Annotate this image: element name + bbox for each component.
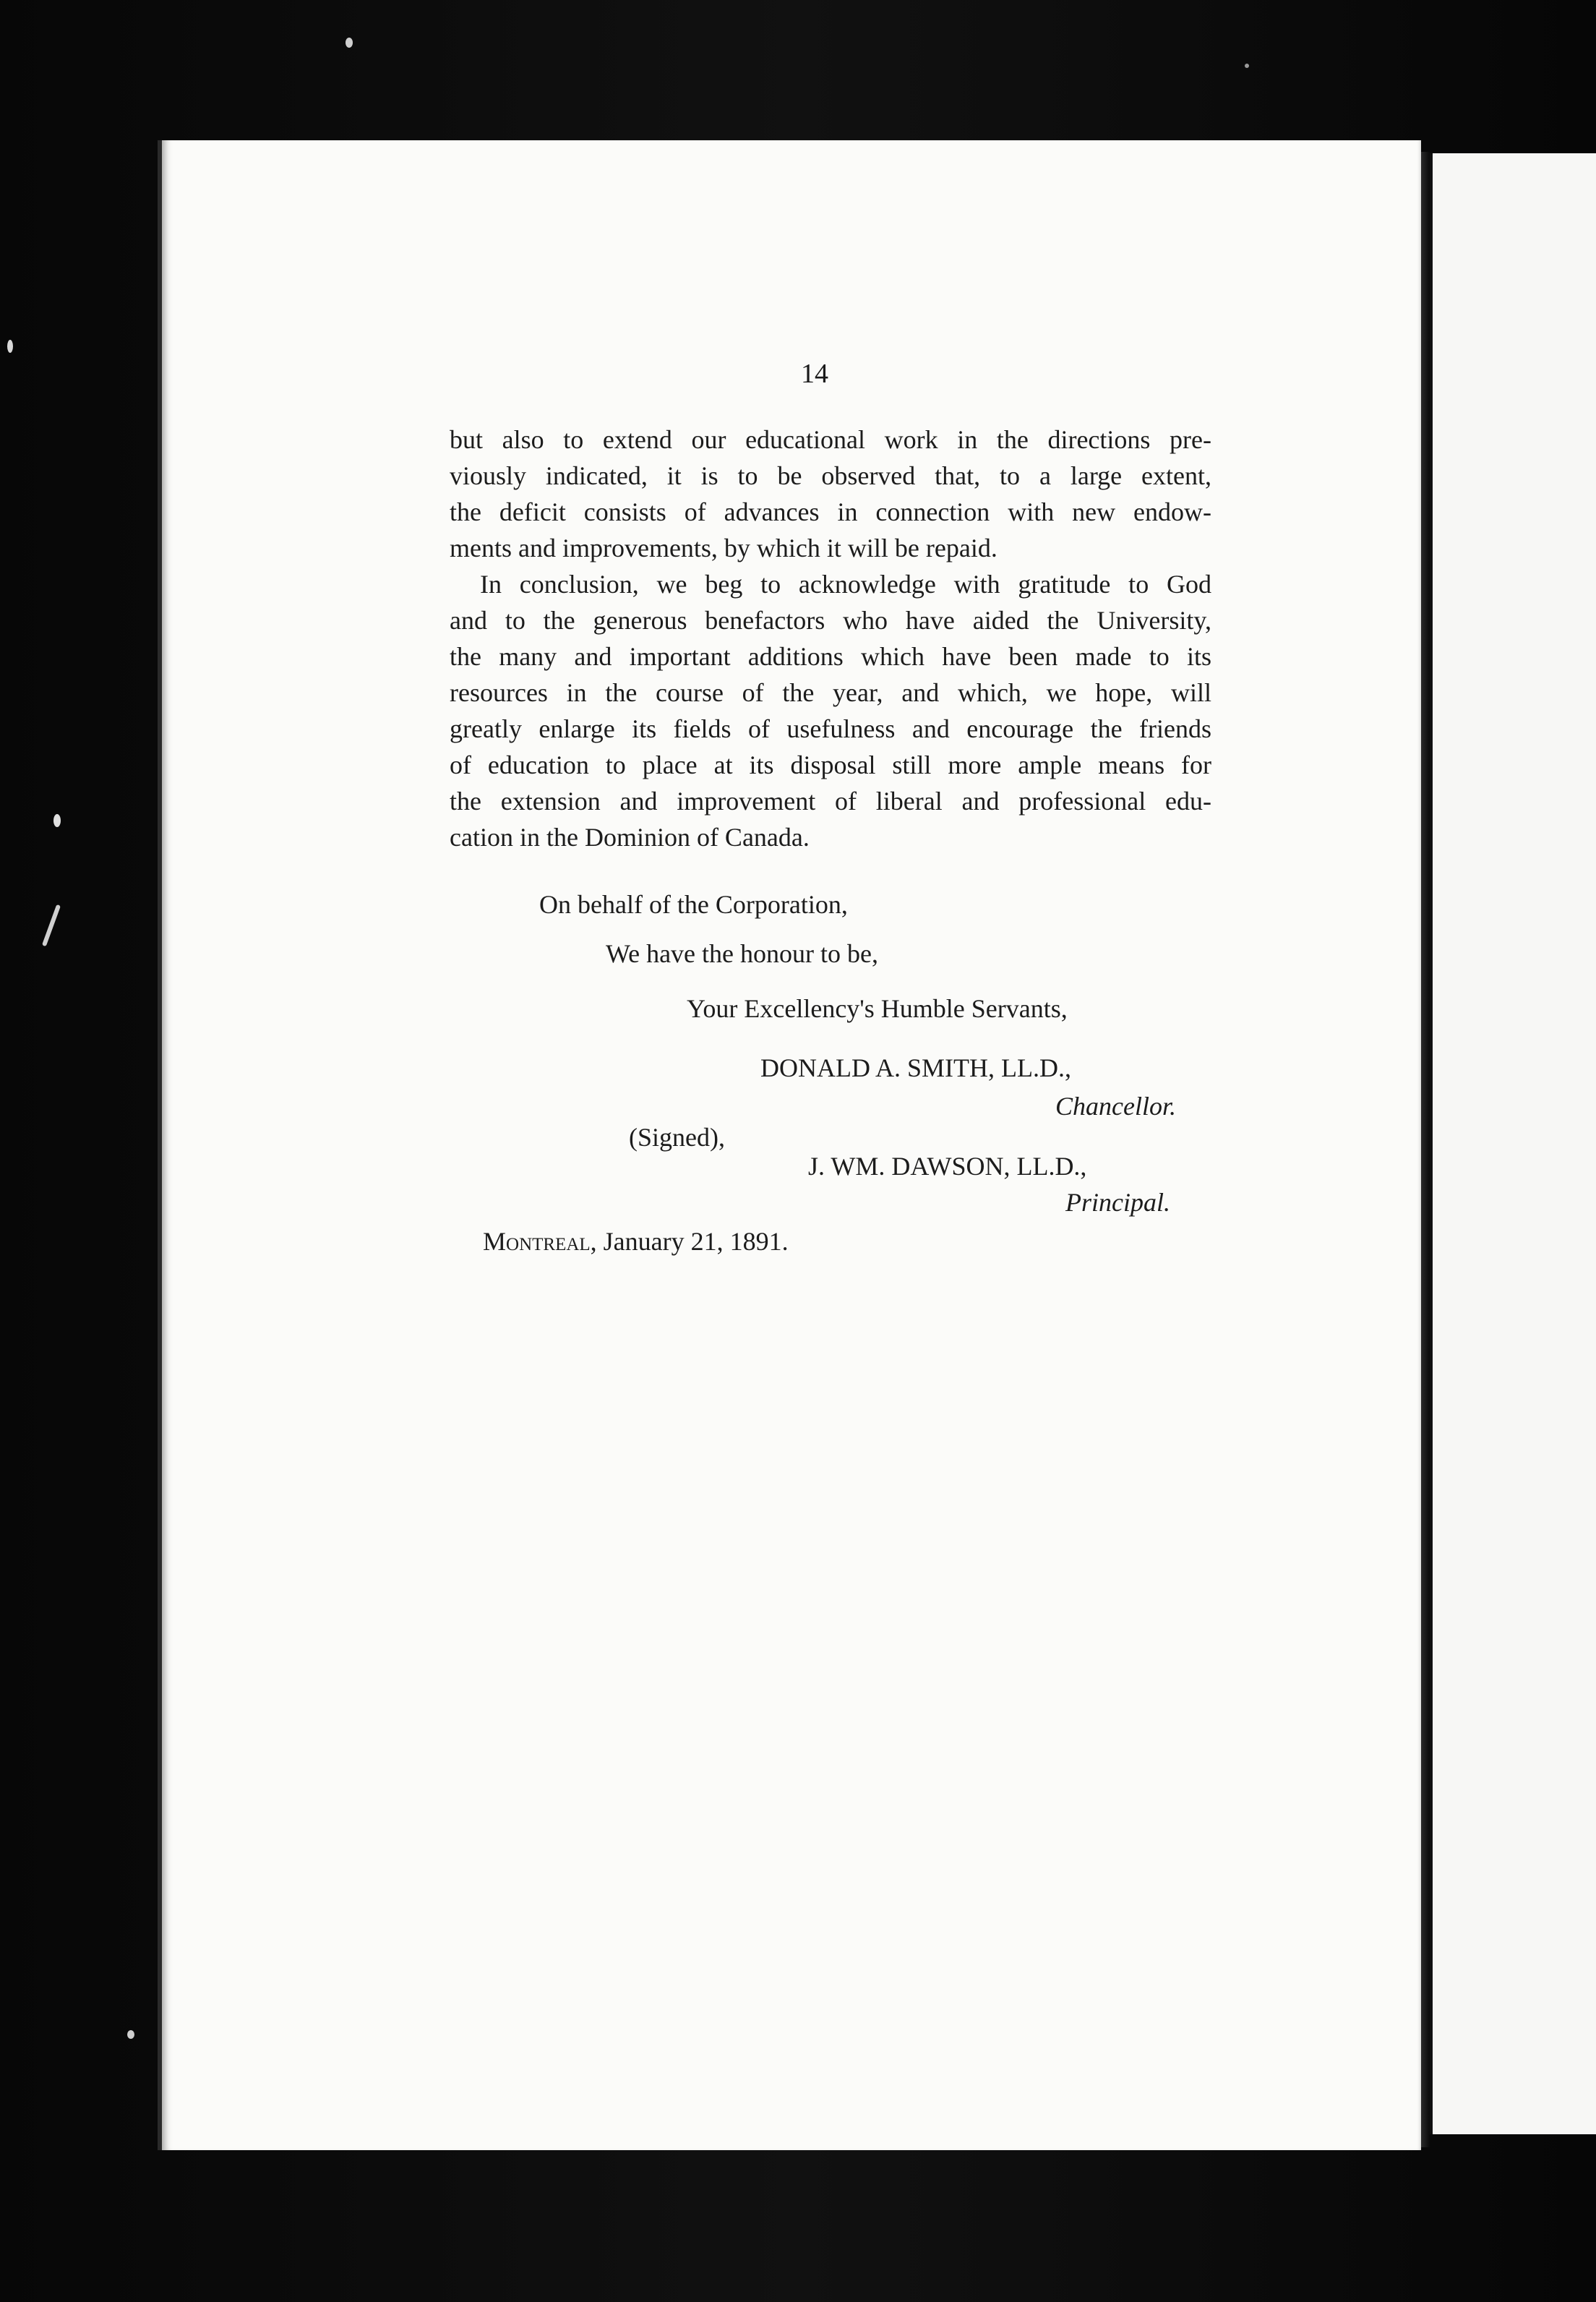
signed-label: (Signed), (629, 1123, 725, 1152)
dateline-date: January 21, 1891. (603, 1227, 789, 1256)
body-line: and to the generous benefactors who have aided the University, (450, 606, 1211, 635)
body-line: greatly enlarge its fields of usefulness and encourage the friends (450, 714, 1211, 743)
body-line: ments and improvements, by which it will be repaid. (450, 534, 998, 562)
signatory-title: Chancellor. (1055, 1092, 1176, 1121)
closing-on-behalf: On behalf of the Corporation, (539, 890, 848, 919)
signatory-name: J. WM. DAWSON, LL.D., (808, 1152, 1087, 1181)
signatory-name: DONALD A. SMITH, LL.D., (760, 1053, 1071, 1082)
body-line: of education to place at its disposal still more ample means for (450, 750, 1211, 779)
body-line: cation in the Dominion of Canada. (450, 823, 810, 852)
scan-speck (127, 2030, 134, 2039)
closing-servants: Your Excellency's Humble Servants, (687, 994, 1068, 1023)
body-line: the many and important additions which have been made to its (450, 642, 1211, 671)
body-line: but also to extend our educational work in the directions pre- (450, 425, 1211, 454)
body-line: viously indicated, it is to be observed that, to a large extent, (450, 461, 1211, 490)
page-number: 14 (801, 359, 828, 389)
scan-speck (1245, 64, 1249, 68)
closing-honour: We have the honour to be, (606, 939, 878, 968)
body-line: the extension and improvement of liberal and professional edu- (450, 787, 1211, 816)
signatory-title: Principal. (1065, 1188, 1170, 1217)
scan-speck (53, 814, 61, 827)
body-line: In conclusion, we beg to acknowledge with gratitude to God (480, 570, 1211, 599)
dateline-place: Montreal, (483, 1227, 597, 1256)
body-line: the deficit consists of advances in connection with new endow- (450, 497, 1211, 526)
body-line: resources in the course of the year, and which, we hope, will (450, 678, 1211, 707)
scan-speck (346, 38, 353, 48)
adjacent-page (1430, 153, 1596, 2134)
scan-speck (7, 340, 13, 353)
dateline (483, 1223, 789, 1259)
